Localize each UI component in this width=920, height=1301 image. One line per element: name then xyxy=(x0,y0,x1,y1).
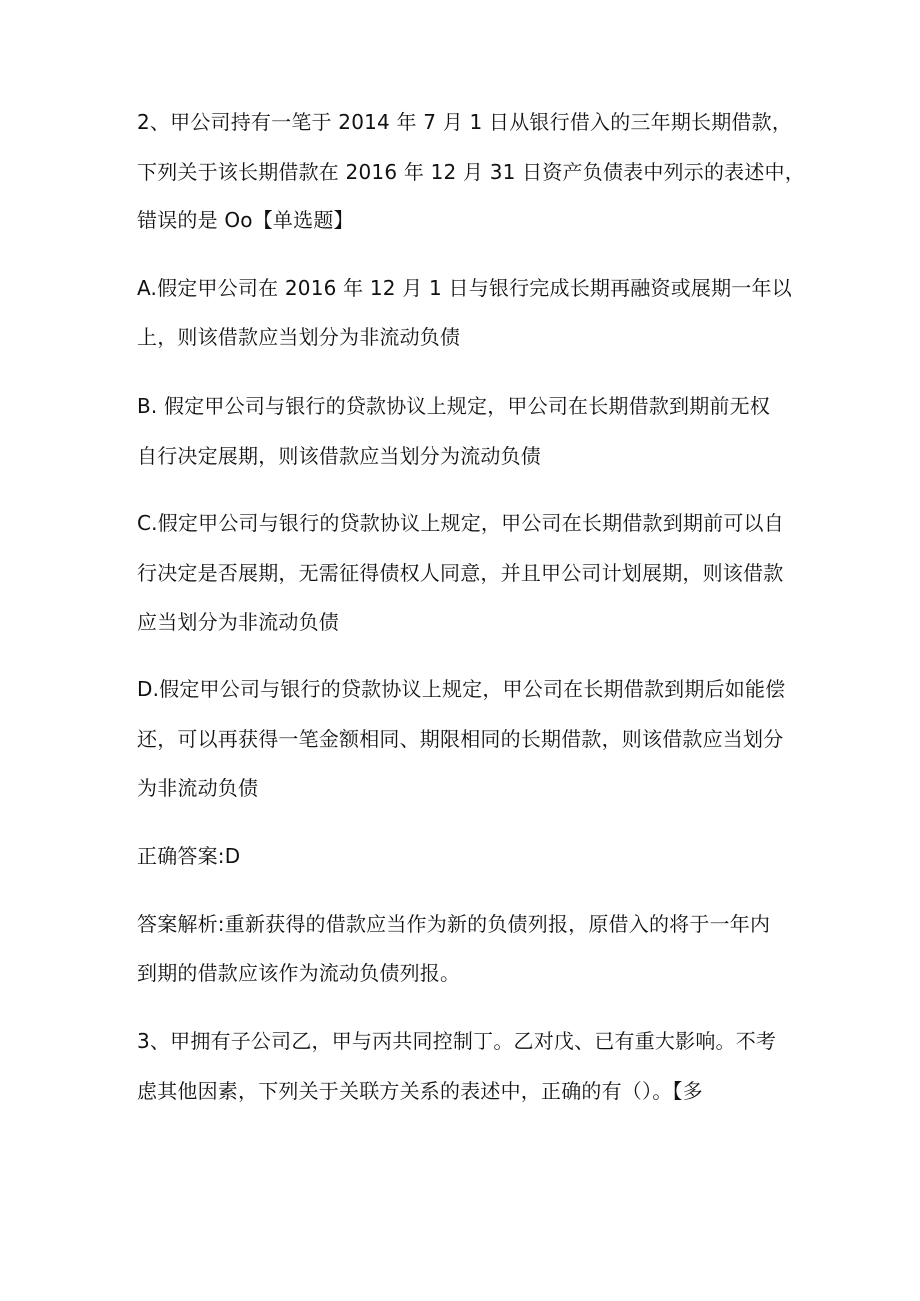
question-3-stem-line-1: 3、甲拥有子公司乙，甲与丙共同控制丁。乙对戊、已有重大影响。不考 xyxy=(137,1029,777,1053)
option-a-line-1: A.假定甲公司在 2016 年 12 月 1 日与银行完成长期再融资或展期一年以 xyxy=(137,276,792,300)
option-b-line-2: 自行决定展期，则该借款应当划分为流动负债 xyxy=(137,444,541,468)
question-2-stem-line-2: 下列关于该长期借款在 2016 年 12 月 31 日资产负债表中列示的表述中， xyxy=(137,160,805,184)
option-d-line-2: 还，可以再获得一笔金额相同、期限相同的长期借款，则该借款应当划分 xyxy=(137,727,784,751)
question-2-stem-line-3: 错误的是 Oo【单选题】 xyxy=(137,208,354,232)
answer-analysis-line-1: 答案解析:重新获得的借款应当作为新的负债列报，原借入的将于一年内 xyxy=(137,912,771,936)
correct-answer: 正确答案:D xyxy=(137,844,241,868)
answer-analysis-line-2: 到期的借款应该作为流动负债列报。 xyxy=(137,961,461,985)
option-a-line-2: 上，则该借款应当划分为非流动负债 xyxy=(137,325,461,349)
option-d-line-3: 为非流动负债 xyxy=(137,776,259,800)
option-d-line-1: D.假定甲公司与银行的贷款协议上规定，甲公司在长期借款到期后如能偿 xyxy=(137,677,786,701)
option-c-line-1: C.假定甲公司与银行的贷款协议上规定，甲公司在长期借款到期前可以自 xyxy=(137,511,784,535)
option-b-line-1: B. 假定甲公司与银行的贷款协议上规定，甲公司在长期借款到期前无权 xyxy=(137,394,771,418)
option-c-line-3: 应当划分为非流动负债 xyxy=(137,610,339,634)
question-3-stem-line-2: 虑其他因素，下列关于关联方关系的表述中，正确的有（）。【多 xyxy=(137,1079,703,1103)
question-2-stem-line-1: 2、甲公司持有一笔于 2014 年 7 月 1 日从银行借入的三年期长期借款， xyxy=(137,110,793,134)
option-c-line-2: 行决定是否展期，无需征得债权人同意，并且甲公司计划展期，则该借款 xyxy=(137,561,784,585)
